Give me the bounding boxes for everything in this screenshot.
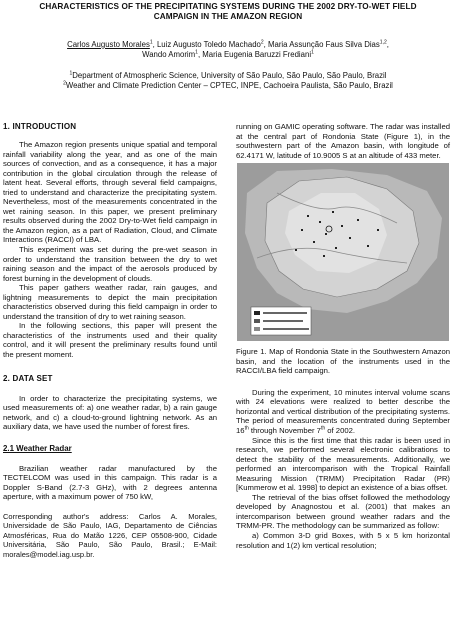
right-column bbox=[236, 122, 450, 550]
experiment-sup-2: th bbox=[320, 425, 326, 432]
figure-1-caption: Figure 1. Map of Rondonia State in the Southwestern Amazon basin, and the location of the instruments used in the RACCI/LBA field campaign. bbox=[236, 347, 450, 376]
author-3: , Maria Assunção Faus Silva Dias bbox=[263, 40, 380, 49]
intro-paragraph-3: This paper gathers weather radar, rain gauges, and lightning measurements to depict the main precipitation characteristics observed during this field campaign in order to understand the transition of dry to wet raining season. bbox=[3, 283, 217, 321]
experiment-sup-1: th bbox=[244, 425, 249, 432]
rondonia-map-image bbox=[237, 163, 449, 341]
title-line-2: CAMPAIGN IN THE AMAZON REGION bbox=[153, 12, 303, 21]
affiliation-1-sup: 1 bbox=[69, 70, 73, 77]
map-legend bbox=[251, 307, 311, 335]
experiment-paragraph-1-b: through November 7 bbox=[248, 426, 321, 436]
figure-1-map bbox=[237, 163, 449, 341]
affiliation-2-sup: 2 bbox=[63, 80, 66, 87]
author-5: , Maria Eugenia Baruzzi Frediani bbox=[197, 50, 312, 59]
author-4: Wando Amorim bbox=[142, 50, 196, 59]
experiment-paragraph-1 bbox=[236, 388, 450, 436]
section-2-heading: 2. DATA SET bbox=[3, 373, 53, 383]
intro-paragraph-1: The Amazon region presents unique spatial and temporal rainfall variability along the year, and as one of the main sources of convection, and as a consequence, it has a major contribution in the global circulation through the release of latent heat. Several efforts, through several field campaigns, tried to understand and characterize the precipitating system. Nevertheless, most of the measurements concentrated in the wet raining season. In this paper, we present preliminary results observed during the 2002 Dry-to-Wet field campaign in the Amazon region, as a part of Radiation, Cloud, and Climate Interactions (RACCI) of LBA. bbox=[3, 140, 217, 245]
affiliation-1-text: Department of Atmospheric Science, University of São Paulo, São Paulo, São Paulo, Brazil bbox=[72, 71, 387, 80]
left-column bbox=[3, 122, 217, 559]
intro-paragraph-2: This experiment was set during the pre-wet season in order to understand the transition between the dry to wet raining season and the impact of the aerosols produced by forest burning in the development of clouds. bbox=[3, 245, 217, 283]
experiment-paragraph-1-a: During the experiment, 10 minutes interval volume scans with 24 elevations were realized to better describe the horizontal and vertical distribution of the precipitating systems. The period of measurements concentrated during September 16 bbox=[236, 387, 450, 436]
affiliation-2-text: Weather and Climate Prediction Center – CPTEC, INPE, Cachoeira Paulista, São Paulo, Brazil bbox=[65, 81, 393, 90]
radar-paragraph-1-continued: running on GAMIC operating software. The radar was installed at the central part of Rondonia State (Figure 1), in the southwestern part of the Amazon basin, with longitude of 62.4171 W, latitude of 10.9005 S at an altitude of 433 meter. bbox=[236, 122, 450, 160]
experiment-paragraph-3: The retrieval of the bias offset followed the methodology developed by Anagnostou et al. (2001) that makes an intercomparison between ground weather radars and the TRMM-PR. The methodology can be summarized as follow: bbox=[236, 492, 450, 531]
experiment-paragraph-2: Since this is the first time that this radar is been used in research, we performed several electronic calibrations to detect the stability of the measurements. Additionally, we performed an intercomparison with the Tropical Rainfall Measuring Mission (TRMM) Precipitation Radar (PR) [Kummerow et al. 1998] to depict an existence of a bias offset. bbox=[236, 435, 450, 493]
author-1-sup: 1 bbox=[149, 39, 153, 46]
author-2: , Luiz Augusto Toledo Machado bbox=[152, 40, 261, 49]
affiliations bbox=[20, 71, 436, 91]
corresponding-author-footnote: Corresponding author's address: Carlos A. Morales, Universidade de São Paulo, IAG, Departamento de Ciências Atmosféricas, Rua do Matão 1226, CEP 05508-900, Cidade Universitária, São Paulo, São Paulo, Brasil.; E-Mail: morales@model.iag.usp.br. bbox=[3, 511, 217, 559]
affiliation-2 bbox=[20, 81, 436, 91]
author-list bbox=[20, 40, 436, 60]
author-sep: , bbox=[386, 40, 389, 49]
author-1: Carlos Augusto Morales bbox=[67, 40, 150, 49]
section-2-1-heading: 2.1 Weather Radar bbox=[3, 443, 72, 453]
section-1-heading: 1. INTRODUCTION bbox=[3, 122, 77, 131]
experiment-paragraph-4: a) Common 3-D grid Boxes, with 5 x 5 km horizontal resolution and 1(2) km vertical resolution; bbox=[236, 531, 450, 550]
author-2-sup: 2 bbox=[260, 39, 264, 46]
author-4-sup: 1 bbox=[195, 49, 198, 56]
affiliation-1 bbox=[20, 71, 436, 81]
data-paragraph-1: In order to characterize the precipitating systems, we used measurements of: a) one weather radar, b) a rain gauge network, and c) a cloud-to-ground lightning network. As an auxiliary data, we have used the number of forest fires. bbox=[3, 393, 217, 432]
paper-title bbox=[6, 2, 450, 22]
experiment-paragraph-1-c: of 2002. bbox=[325, 426, 356, 436]
author-3-sup: 1,2 bbox=[379, 39, 387, 46]
radar-paragraph-1: Brazilian weather radar manufactured by the TECTELCOM was used in this campaign. This radar is a Doppler S-Band (2.7-3 GHz), with 2 degrees antenna aperture, with a maximum power of 750 kW, bbox=[3, 463, 217, 502]
author-5-sup: 1 bbox=[311, 49, 314, 56]
title-line-1: CHARACTERISTICS OF THE PRECIPITATING SYSTEMS DURING THE 2002 DRY-TO-WET FIELD bbox=[39, 2, 417, 11]
intro-paragraph-4: In the following sections, this paper will present the characteristics of the instruments used and their quality control, and it will present the preliminary results found until the present moment. bbox=[3, 321, 217, 360]
